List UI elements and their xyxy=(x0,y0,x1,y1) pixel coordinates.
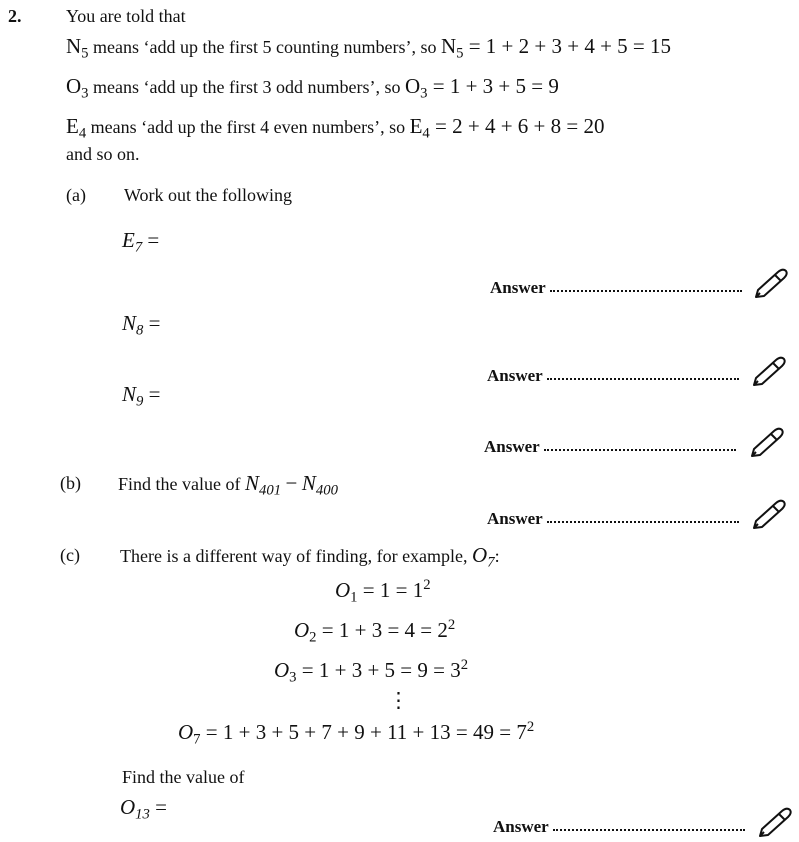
o7-line: $O_7 = 1 + 3 + 5 + 7 + 9 + 11 + 13 = 49 = 7^2$ xyxy=(178,718,535,748)
def-equation: $O_3 = 1 + 3 + 5 = 9$ xyxy=(404,74,559,102)
def-text: means ‘add up the first 5 counting numbers’, so xyxy=(93,37,437,57)
answer-line-e7 xyxy=(490,278,742,298)
and-so-on: and so on. xyxy=(66,144,140,164)
n8-expression: $N_8$ = xyxy=(122,311,161,339)
answer-line-n9 xyxy=(484,437,736,457)
intro-text: You are told that xyxy=(66,6,186,26)
definition-e xyxy=(66,114,605,142)
part-a-label: (a) xyxy=(66,185,86,205)
vertical-dots: ⋮ xyxy=(388,688,409,712)
n9-expression: $N_9$ = xyxy=(122,382,161,410)
e7-expression: $E_7$ = xyxy=(122,228,160,256)
question-number: 2. xyxy=(8,6,22,26)
answer-line-b xyxy=(487,509,739,529)
part-c-text: There is a different way of finding, for example, $O_7$: xyxy=(120,543,500,571)
answer-blank[interactable] xyxy=(547,378,739,380)
answer-blank[interactable] xyxy=(553,829,745,831)
find-value-text: Find the value of xyxy=(122,767,245,787)
definition-n xyxy=(66,34,672,62)
def-symbol: $N_5$ xyxy=(66,34,89,62)
def-equation: $E_4 = 2 + 4 + 6 + 8 = 20$ xyxy=(409,114,605,142)
answer-line-o13 xyxy=(493,817,745,837)
answer-blank[interactable] xyxy=(550,290,742,292)
o3-line: $O_3 = 1 + 3 + 5 = 9 = 3^2$ xyxy=(274,656,469,686)
answer-line-n8 xyxy=(487,366,739,386)
answer-label: Answer xyxy=(487,509,543,528)
answer-label: Answer xyxy=(490,278,546,297)
answer-blank[interactable] xyxy=(544,449,736,451)
answer-label: Answer xyxy=(484,437,540,456)
part-b-label: (b) xyxy=(60,473,81,493)
pen-icon[interactable] xyxy=(756,803,794,837)
definition-o xyxy=(66,74,559,102)
o2-line: $O_2 = 1 + 3 = 4 = 2^2$ xyxy=(294,616,456,646)
pen-icon[interactable] xyxy=(750,495,788,529)
pen-icon[interactable] xyxy=(748,423,786,457)
o1-line: $O_1 = 1 = 1^2$ xyxy=(335,576,431,606)
answer-label: Answer xyxy=(487,366,543,385)
def-text: means ‘add up the first 3 odd numbers’, so xyxy=(93,77,401,97)
def-text: means ‘add up the first 4 even numbers’, so xyxy=(90,117,406,137)
answer-blank[interactable] xyxy=(547,521,739,523)
part-a-instruction: Work out the following xyxy=(124,185,293,205)
part-c-label: (c) xyxy=(60,545,80,565)
def-equation: $N_5 = 1 + 2 + 3 + 4 + 5 = 15$ xyxy=(440,34,672,62)
answer-label: Answer xyxy=(493,817,549,836)
def-symbol: $O_3$ xyxy=(66,74,89,102)
o13-expression: $O_{13}$ = xyxy=(120,795,167,823)
def-symbol: $E_4$ xyxy=(66,114,87,142)
pen-icon[interactable] xyxy=(750,352,788,386)
pen-icon[interactable] xyxy=(752,264,790,298)
part-b-text: Find the value of $N_{401} - N_{400}$ xyxy=(118,471,338,499)
